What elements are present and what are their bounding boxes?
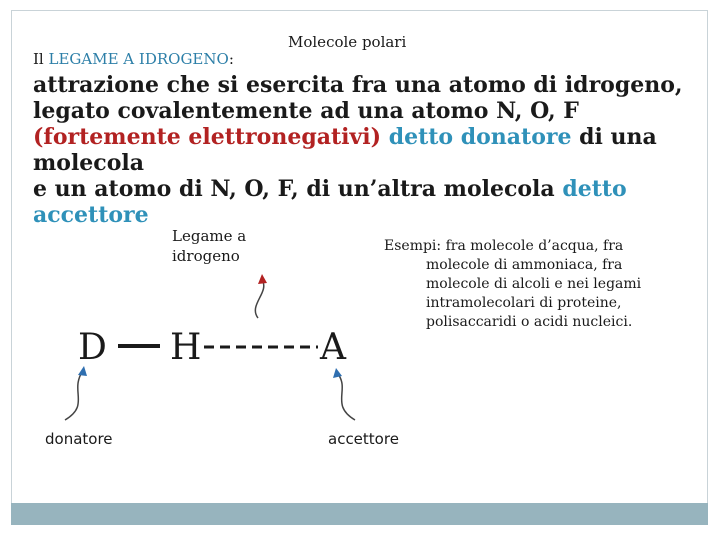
bond-label-line-1: Legame a <box>172 227 247 245</box>
definition-line-5-text: e un atomo di N, O, F, di un’altra molecola <box>33 176 555 202</box>
acceptor-arrow-head-icon <box>333 368 342 378</box>
definition-line-1: attrazione che si esercita fra una atomo di idrogeno, <box>33 72 683 98</box>
subtitle-prefix: Il <box>33 50 49 68</box>
acceptor-arrow-line <box>338 374 355 420</box>
examples-line-5: polisaccaridi o acidi nucleici. <box>426 314 633 330</box>
atom-hydrogen: H <box>170 327 202 368</box>
atom-acceptor: A <box>320 327 346 368</box>
bond-arrow-head-icon <box>258 274 267 284</box>
atom-donor: D <box>78 327 107 368</box>
subtitle-suffix: : <box>228 50 234 68</box>
slide-title: Molecole polari <box>288 33 407 51</box>
definition-donor: detto donatore <box>381 124 572 150</box>
definition-line-2: legato covalentemente ad una atomo N, O, F <box>33 98 579 124</box>
definition-line-4: molecola <box>33 150 144 176</box>
donor-arrow-line <box>65 372 82 420</box>
examples-line-4: intramolecolari di proteine, <box>426 295 622 311</box>
definition-acceptor: accettore <box>33 202 149 228</box>
examples-line-3: molecole di alcoli e nei legami <box>426 276 642 292</box>
examples-line-2: molecole di ammoniaca, fra <box>426 257 623 273</box>
examples-line-1: Esempi: fra molecole d’acqua, fra <box>384 238 624 254</box>
acceptor-label: accettore <box>328 430 399 448</box>
subtitle-term: LEGAME A IDROGENO <box>48 50 229 68</box>
donor-label: donatore <box>45 430 113 448</box>
definition-detto: detto <box>554 176 627 202</box>
bond-label-line-2: idrogeno <box>172 247 240 265</box>
definition-line-3-rest: di una <box>571 124 657 150</box>
definition-electronegative: (fortemente elettronegativi) <box>33 124 382 150</box>
bond-arrow-line <box>255 280 263 318</box>
